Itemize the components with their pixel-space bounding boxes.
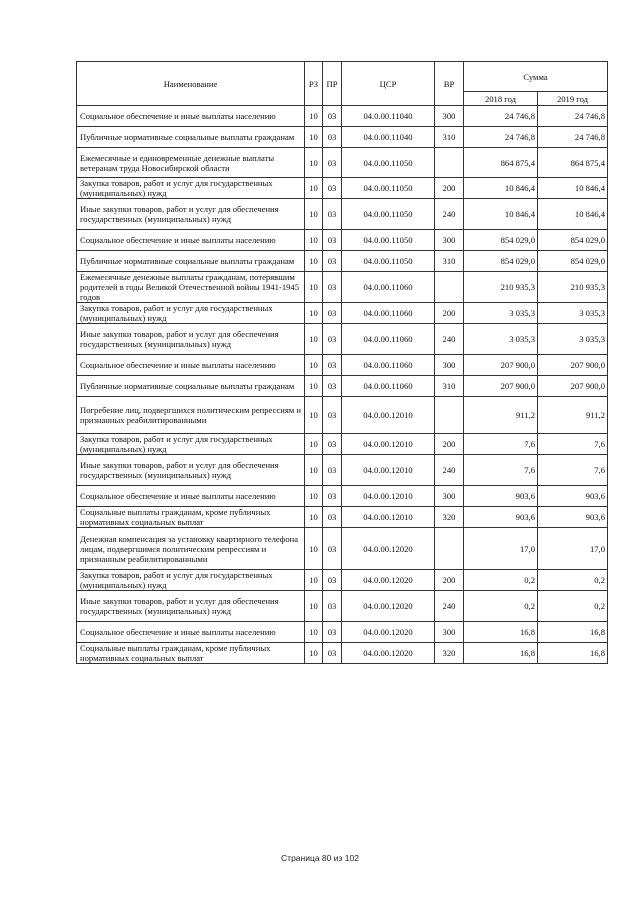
row-name: Публичные нормативные социальные выплаты гражданам [77, 251, 305, 272]
row-name: Публичные нормативные социальные выплаты гражданам [77, 127, 305, 148]
row-name: Социальное обеспечение и иные выплаты населению [77, 106, 305, 127]
row-2018: 854 029,0 [464, 230, 538, 251]
row-csr: 04.0.00.12010 [342, 455, 435, 486]
row-2018: 0,2 [464, 591, 538, 622]
row-csr: 04.0.00.12010 [342, 507, 435, 528]
row-2018: 7,6 [464, 455, 538, 486]
header-name: Наименование [77, 62, 305, 106]
row-vr: 240 [435, 324, 464, 355]
row-pr: 03 [323, 127, 342, 148]
row-pr: 03 [323, 455, 342, 486]
row-vr: 240 [435, 591, 464, 622]
row-name: Погребение лиц, подвергшихся политическим репрессиям и признанных реабилитированными [77, 397, 305, 434]
row-name: Закупка товаров, работ и услуг для государственных (муниципальных) нужд [77, 434, 305, 455]
row-pr: 03 [323, 486, 342, 507]
page-number: Страница 80 из 102 [281, 853, 359, 863]
row-2019: 210 935,3 [538, 272, 608, 303]
row-pr: 03 [323, 397, 342, 434]
row-2018: 207 900,0 [464, 355, 538, 376]
table-row [77, 178, 608, 199]
row-vr: 300 [435, 230, 464, 251]
budget-table [76, 61, 608, 664]
row-pr: 03 [323, 324, 342, 355]
row-2018: 3 035,3 [464, 324, 538, 355]
row-2019: 207 900,0 [538, 355, 608, 376]
row-2018: 911,2 [464, 397, 538, 434]
row-vr: 320 [435, 507, 464, 528]
row-pr: 03 [323, 591, 342, 622]
row-vr: 200 [435, 303, 464, 324]
row-2019: 864 875,4 [538, 148, 608, 178]
row-pr: 03 [323, 570, 342, 591]
row-rz: 10 [305, 272, 323, 303]
row-rz: 10 [305, 507, 323, 528]
header-rz: РЗ [305, 62, 323, 106]
row-2018: 864 875,4 [464, 148, 538, 178]
row-rz: 10 [305, 178, 323, 199]
row-csr: 04.0.00.11050 [342, 230, 435, 251]
row-2018: 0,2 [464, 570, 538, 591]
row-csr: 04.0.00.12020 [342, 622, 435, 643]
table-row [77, 272, 608, 303]
row-vr: 200 [435, 570, 464, 591]
table-row [77, 455, 608, 486]
row-2019: 903,6 [538, 507, 608, 528]
row-csr: 04.0.00.11060 [342, 376, 435, 397]
row-rz: 10 [305, 486, 323, 507]
row-rz: 10 [305, 303, 323, 324]
row-name: Закупка товаров, работ и услуг для государственных (муниципальных) нужд [77, 178, 305, 199]
row-pr: 03 [323, 528, 342, 570]
table-row [77, 528, 608, 570]
row-2018: 7,6 [464, 434, 538, 455]
row-2019: 854 029,0 [538, 251, 608, 272]
row-csr: 04.0.00.11060 [342, 272, 435, 303]
row-csr: 04.0.00.11060 [342, 355, 435, 376]
row-2019: 207 900,0 [538, 376, 608, 397]
row-rz: 10 [305, 251, 323, 272]
row-name: Социальное обеспечение и иные выплаты населению [77, 230, 305, 251]
row-2018: 10 846,4 [464, 199, 538, 230]
row-rz: 10 [305, 106, 323, 127]
row-pr: 03 [323, 230, 342, 251]
row-rz: 10 [305, 455, 323, 486]
table-row [77, 230, 608, 251]
row-pr: 03 [323, 303, 342, 324]
row-vr: 300 [435, 622, 464, 643]
table-row [77, 127, 608, 148]
row-rz: 10 [305, 148, 323, 178]
table-row [77, 106, 608, 127]
row-rz: 10 [305, 570, 323, 591]
table-row [77, 355, 608, 376]
table-row [77, 570, 608, 591]
table-row [77, 376, 608, 397]
table-row [77, 199, 608, 230]
row-2018: 16,8 [464, 643, 538, 664]
row-rz: 10 [305, 376, 323, 397]
row-2018: 903,6 [464, 486, 538, 507]
row-pr: 03 [323, 355, 342, 376]
row-name: Иные закупки товаров, работ и услуг для обеспечения государственных (муниципальных) нужд [77, 199, 305, 230]
row-csr: 04.0.00.11050 [342, 178, 435, 199]
row-name: Закупка товаров, работ и услуг для государственных (муниципальных) нужд [77, 570, 305, 591]
row-name: Социальные выплаты гражданам, кроме публичных нормативных социальных выплат [77, 643, 305, 664]
row-2018: 3 035,3 [464, 303, 538, 324]
table-row [77, 148, 608, 178]
row-2019: 854 029,0 [538, 230, 608, 251]
row-csr: 04.0.00.12010 [342, 397, 435, 434]
row-2018: 24 746,8 [464, 127, 538, 148]
row-rz: 10 [305, 643, 323, 664]
row-rz: 10 [305, 591, 323, 622]
row-2019: 24 746,8 [538, 106, 608, 127]
row-rz: 10 [305, 355, 323, 376]
table-row [77, 591, 608, 622]
row-2019: 24 746,8 [538, 127, 608, 148]
row-vr: 200 [435, 178, 464, 199]
row-pr: 03 [323, 272, 342, 303]
row-pr: 03 [323, 178, 342, 199]
row-name: Закупка товаров, работ и услуг для государственных (муниципальных) нужд [77, 303, 305, 324]
row-csr: 04.0.00.12010 [342, 486, 435, 507]
row-2018: 903,6 [464, 507, 538, 528]
row-vr: 310 [435, 251, 464, 272]
row-pr: 03 [323, 148, 342, 178]
table-row [77, 643, 608, 664]
row-name: Социальные выплаты гражданам, кроме публичных нормативных социальных выплат [77, 507, 305, 528]
row-name: Иные закупки товаров, работ и услуг для обеспечения государственных (муниципальных) нужд [77, 591, 305, 622]
row-vr: 200 [435, 434, 464, 455]
row-2018: 17,0 [464, 528, 538, 570]
row-vr [435, 397, 464, 434]
row-vr: 240 [435, 455, 464, 486]
row-2018: 207 900,0 [464, 376, 538, 397]
row-rz: 10 [305, 230, 323, 251]
row-vr [435, 272, 464, 303]
row-vr: 300 [435, 355, 464, 376]
row-vr: 320 [435, 643, 464, 664]
row-2019: 903,6 [538, 486, 608, 507]
row-csr: 04.0.00.11040 [342, 127, 435, 148]
row-name: Иные закупки товаров, работ и услуг для обеспечения государственных (муниципальных) нужд [77, 455, 305, 486]
row-csr: 04.0.00.12020 [342, 591, 435, 622]
row-csr: 04.0.00.12020 [342, 570, 435, 591]
table-row [77, 324, 608, 355]
table-body [77, 106, 608, 664]
row-2019: 7,6 [538, 434, 608, 455]
row-vr: 240 [435, 199, 464, 230]
header-vr: ВР [435, 62, 464, 106]
row-csr: 04.0.00.11050 [342, 251, 435, 272]
row-pr: 03 [323, 106, 342, 127]
table-row [77, 507, 608, 528]
table-row [77, 434, 608, 455]
row-2019: 911,2 [538, 397, 608, 434]
row-vr: 300 [435, 486, 464, 507]
row-rz: 10 [305, 622, 323, 643]
row-2018: 854 029,0 [464, 251, 538, 272]
row-csr: 04.0.00.11050 [342, 148, 435, 178]
table-row [77, 397, 608, 434]
row-pr: 03 [323, 643, 342, 664]
row-vr [435, 528, 464, 570]
row-rz: 10 [305, 199, 323, 230]
row-2019: 0,2 [538, 591, 608, 622]
row-2019: 3 035,3 [538, 303, 608, 324]
row-name: Социальное обеспечение и иные выплаты населению [77, 486, 305, 507]
row-csr: 04.0.00.12020 [342, 528, 435, 570]
table-row [77, 486, 608, 507]
row-name: Публичные нормативные социальные выплаты гражданам [77, 376, 305, 397]
table-row [77, 251, 608, 272]
row-name: Социальное обеспечение и иные выплаты населению [77, 355, 305, 376]
row-name: Ежемесячные и единовременные денежные выплаты ветеранам труда Новосибирской области [77, 148, 305, 178]
header-csr: ЦСР [342, 62, 435, 106]
row-2018: 10 846,4 [464, 178, 538, 199]
header-2018: 2018 год [464, 92, 538, 106]
row-2019: 7,6 [538, 455, 608, 486]
row-rz: 10 [305, 528, 323, 570]
row-csr: 04.0.00.11060 [342, 303, 435, 324]
row-2019: 10 846,4 [538, 178, 608, 199]
row-csr: 04.0.00.11040 [342, 106, 435, 127]
row-pr: 03 [323, 622, 342, 643]
row-name: Денежная компенсация за установку квартирного телефона лицам, подвергшимся политическим репрессиям и признанным реабилитированными [77, 528, 305, 570]
row-pr: 03 [323, 376, 342, 397]
row-rz: 10 [305, 324, 323, 355]
row-rz: 10 [305, 434, 323, 455]
row-2019: 16,8 [538, 622, 608, 643]
row-2018: 24 746,8 [464, 106, 538, 127]
row-pr: 03 [323, 251, 342, 272]
row-2019: 0,2 [538, 570, 608, 591]
row-pr: 03 [323, 507, 342, 528]
row-2018: 210 935,3 [464, 272, 538, 303]
table-row [77, 622, 608, 643]
row-csr: 04.0.00.11050 [342, 199, 435, 230]
row-rz: 10 [305, 397, 323, 434]
row-csr: 04.0.00.11060 [342, 324, 435, 355]
row-2019: 3 035,3 [538, 324, 608, 355]
header-sum: Сумма [464, 62, 608, 92]
row-pr: 03 [323, 199, 342, 230]
header-2019: 2019 год [538, 92, 608, 106]
row-vr: 300 [435, 106, 464, 127]
row-pr: 03 [323, 434, 342, 455]
row-name: Ежемесячные денежные выплаты гражданам, потерявшим родителей в годы Великой Отечественной войны 1941-1945 годов [77, 272, 305, 303]
row-2019: 10 846,4 [538, 199, 608, 230]
row-rz: 10 [305, 127, 323, 148]
row-csr: 04.0.00.12020 [342, 643, 435, 664]
header-pr: ПР [323, 62, 342, 106]
row-csr: 04.0.00.12010 [342, 434, 435, 455]
row-name: Социальное обеспечение и иные выплаты населению [77, 622, 305, 643]
row-2019: 17,0 [538, 528, 608, 570]
row-vr: 310 [435, 127, 464, 148]
row-2019: 16,8 [538, 643, 608, 664]
row-2018: 16,8 [464, 622, 538, 643]
row-vr [435, 148, 464, 178]
row-vr: 310 [435, 376, 464, 397]
row-name: Иные закупки товаров, работ и услуг для обеспечения государственных (муниципальных) нужд [77, 324, 305, 355]
table-row [77, 303, 608, 324]
